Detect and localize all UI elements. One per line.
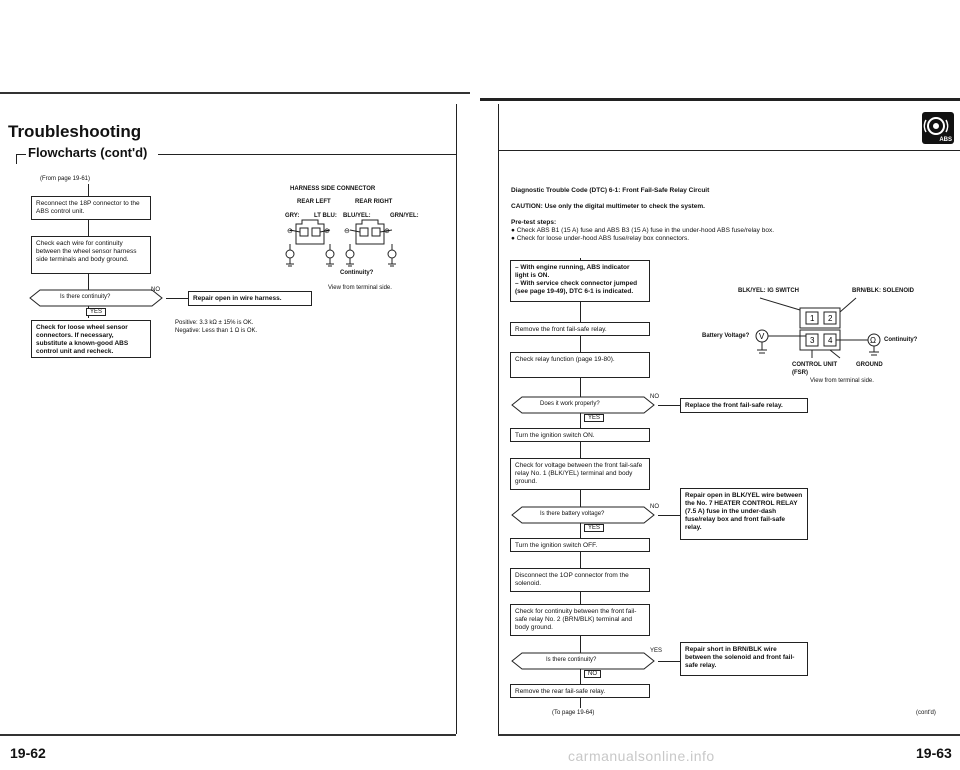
continuity-label: Continuity? <box>340 270 374 276</box>
wire-bluyel: BLU/YEL: <box>343 213 371 219</box>
right-page-number: 19-63 <box>916 745 952 761</box>
svg-text:⊖: ⊖ <box>287 228 293 235</box>
continuity-label: Continuity? <box>884 337 918 343</box>
svg-text:⊖: ⊖ <box>344 228 350 235</box>
yes-label: YES <box>650 648 663 654</box>
step-ign-off: Turn the ignition switch OFF. <box>510 538 650 552</box>
page-title: Troubleshooting <box>8 122 142 141</box>
abs-logo: ABS <box>922 112 954 144</box>
left-page-number: 19-62 <box>10 745 46 761</box>
yes-label: YES <box>584 414 604 422</box>
step-repair-open: Repair open in BLK/YEL wire between the No. 7 HEATER CONTROL RELAY (7.5 A) fuse in the under-dash fuse/relay box and front fail-safe relay. <box>680 488 808 540</box>
ground-label: GROUND <box>856 362 883 368</box>
fsr-label: (FSR) <box>792 370 808 376</box>
step-repair-harness: Repair open in wire harness. <box>188 291 312 306</box>
blk-yel-label: BLK/YEL: IG SWITCH <box>738 288 799 294</box>
svg-text:⊕: ⊕ <box>384 228 390 235</box>
left-border <box>498 104 499 734</box>
pretest-title: Pre-test steps: <box>511 219 557 226</box>
no-label: NO <box>650 504 659 510</box>
step-ign-on: Turn the ignition switch ON. <box>510 428 650 442</box>
battery-voltage-label: Battery Voltage? <box>702 333 750 339</box>
step-remove-front: Remove the front fail-safe relay. <box>510 322 650 336</box>
subtitle-rule <box>158 154 456 155</box>
step-reconnect: Reconnect the 18P connector to the ABS control unit. <box>31 196 151 220</box>
step-check-continuity: Check for continuity between the front fail-safe relay No. 2 (BRN/BLK) terminal and body ground. <box>510 604 650 636</box>
relay-diagram <box>740 296 900 360</box>
spec-negative: Negative: Less than 1 Ω is OK. <box>175 328 258 334</box>
step-remove-rear: Remove the rear fail-safe relay. <box>510 684 650 698</box>
view-terminal-label: View from terminal side. <box>810 378 874 384</box>
step-disconnect: Disconnect the 1OP connector from the solenoid. <box>510 568 650 592</box>
dtc-title: Diagnostic Trouble Code (DTC) 6-1: Front Fail-Safe Relay Circuit <box>511 187 710 194</box>
pin-4: 4 <box>828 336 833 345</box>
page-subtitle: Flowcharts (cont'd) <box>28 145 148 160</box>
rear-left-label: REAR LEFT <box>297 199 331 205</box>
caution-text: CAUTION: Use only the digital multimeter to check the system. <box>511 203 705 210</box>
wire-grnyel: GRN/YEL: <box>390 213 419 219</box>
svg-text:Ω: Ω <box>870 336 876 345</box>
step-repair-short: Repair short in BRN/BLK wire between the solenoid and front fail-safe relay. <box>680 642 808 676</box>
top-rule <box>0 92 470 94</box>
connector-diagram <box>280 218 440 270</box>
step-check-wire: Check each wire for continuity between the wheel sensor harness side terminals and body ground. <box>31 236 151 274</box>
right-border <box>456 104 457 734</box>
brn-blk-label: BRN/BLK: SOLENOID <box>852 288 914 294</box>
question-work: Does it work properly? <box>540 401 600 407</box>
rear-right-label: REAR RIGHT <box>355 199 393 205</box>
question-battery: Is there battery voltage? <box>540 511 605 517</box>
yes-label: YES <box>584 524 604 532</box>
svg-text:⊕: ⊕ <box>324 228 330 235</box>
pin-3: 3 <box>810 336 815 345</box>
watermark: carmanualsonline.info <box>568 748 715 764</box>
right-top-rule <box>480 98 960 101</box>
step-engine: – With engine running, ABS indicator light is ON. – With service check connector jumped (see page 19-49), DTC 6-1 is indicated. <box>510 260 650 302</box>
pin-1: 1 <box>810 314 815 323</box>
no-label: NO <box>584 670 601 678</box>
control-unit-label: CONTROL UNIT <box>792 362 838 368</box>
step-replace-front: Replace the front fail-safe relay. <box>680 398 808 413</box>
step-check-loose: Check for loose wheel sensor connectors. If necessary, substitute a known-good ABS control unit and recheck. <box>31 320 151 358</box>
question-continuity: Is there continuity? <box>546 657 597 663</box>
from-page-ref: (From page 19-61) <box>40 176 91 182</box>
spec-positive: Positive: 3.3 kΩ ± 15% is OK. <box>175 320 254 326</box>
view-terminal-label: View from terminal side. <box>328 285 392 291</box>
svg-text:V: V <box>759 332 765 341</box>
wire-gry: GRY: <box>285 213 300 219</box>
pin-2: 2 <box>828 314 833 323</box>
no-label: NO <box>151 287 160 293</box>
step-check-relay: Check relay function (page 19-80). <box>510 352 650 378</box>
yes-label: YES <box>86 308 106 316</box>
pretest-item: ● Check for loose under-hood ABS fuse/relay box connectors. <box>511 235 690 242</box>
pretest-item: ● Check ABS B1 (15 A) fuse and ABS B3 (15 A) fuse in the under-hood ABS fuse/relay box. <box>511 227 775 234</box>
to-page-ref: (To page 19-64) <box>552 710 595 716</box>
connector-title: HARNESS SIDE CONNECTOR <box>290 186 376 192</box>
contd-label: (cont'd) <box>916 710 936 716</box>
wire-ltblu: LT BLU: <box>314 213 337 219</box>
step-check-voltage: Check for voltage between the front fail-safe relay No. 1 (BLK/YEL) terminal and body ground. <box>510 458 650 490</box>
no-label: NO <box>650 394 659 400</box>
question-continuity: Is there continuity? <box>60 294 111 300</box>
